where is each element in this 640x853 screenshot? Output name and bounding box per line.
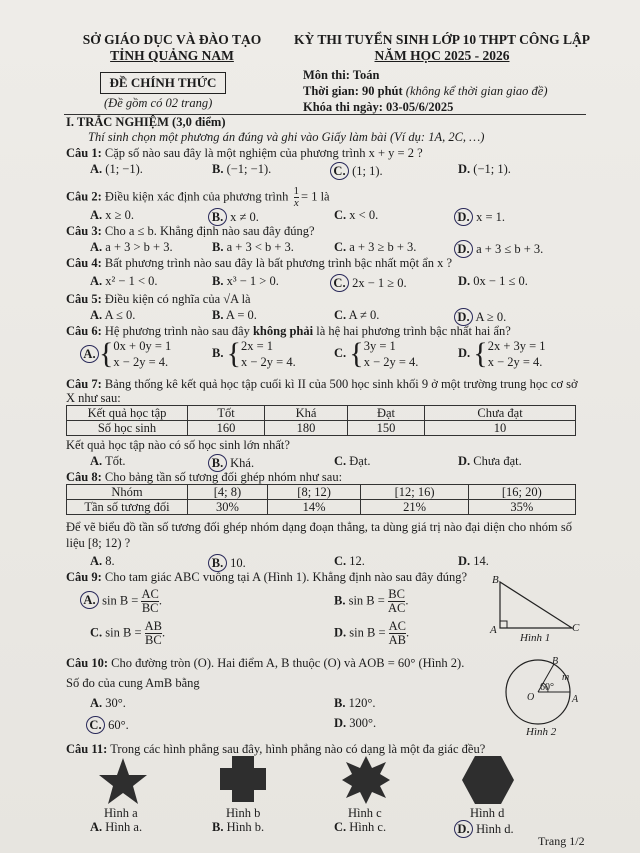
- q2-a-letter: A.: [90, 208, 103, 222]
- q8-cell-1: 30%: [188, 500, 268, 515]
- question-1: [66, 146, 423, 162]
- q6-b-line2: x − 2y = 4: [241, 355, 293, 369]
- q8-head-2: [8; 12): [267, 485, 361, 500]
- q8-question: Để vẽ biểu đồ tần số tương đối ghép nhóm dạng đoạn thẳng, ta dùng giá trị nào đại diện cho nhóm số: [66, 520, 572, 534]
- q10-b-letter: B.: [334, 696, 346, 710]
- q11-option-b: Hình b.: [226, 820, 265, 834]
- q6-text-pre: Hệ phương trình nào sau đây: [104, 324, 250, 338]
- q5-d-letter-circled: D.: [454, 308, 473, 326]
- q5-b-letter: B.: [212, 308, 224, 322]
- q1-label: Câu 1:: [66, 146, 102, 160]
- q6-text-bold: không phải: [252, 324, 314, 338]
- shape-label-a: Hình a: [104, 806, 138, 820]
- q9-d-num: AC: [388, 619, 407, 633]
- q9-option-c: C. sin B = $\frac{AB}{BC}$ .: [90, 619, 166, 647]
- q7-head-1: Tốt: [188, 406, 265, 421]
- q11-d-letter-circled: D.: [454, 820, 473, 838]
- q9-b-den: AC: [387, 601, 406, 615]
- q9-option-a: A. sin B = $\frac{AC}{BC}$ .: [84, 588, 162, 615]
- q4-c-letter-circled: C.: [330, 274, 349, 292]
- pages-note: (Đề gồm có 02 trang): [104, 96, 213, 110]
- q2-eq: = 1: [301, 189, 318, 204]
- q7-question: Kết quả học tập nào có số học sinh lớn nhất?: [66, 438, 290, 452]
- section-instruction: Thí sinh chọn một phương án đúng và ghi vào Giấy làm bài (Ví dụ: 1A, 2C, …): [88, 130, 485, 144]
- q11-option-d: Hình d.: [476, 822, 514, 836]
- q7-a-letter: A.: [90, 454, 103, 468]
- section-title: I. TRẮC NGHIỆM (3,0 điểm): [66, 115, 226, 129]
- q7-head-2: Khá: [265, 406, 348, 421]
- q8-head-3: [12; 16): [361, 485, 468, 500]
- exam-title-1: KỲ THI TUYỂN SINH LỚP 10 THPT CÔNG LẬP: [293, 32, 591, 47]
- right-angle-mark: [500, 621, 507, 628]
- q11-b-letter: B.: [212, 820, 224, 834]
- q3-text: Cho a ≤ b. Khẳng định nào sau đây đúng?: [104, 224, 315, 238]
- q10-option-b: 120°.: [348, 696, 376, 710]
- q8-c-letter: C.: [334, 554, 347, 568]
- q7-table-row: [67, 421, 576, 436]
- q9-b-letter: B.: [334, 593, 346, 608]
- q8-head-4: [16; 20): [468, 485, 575, 500]
- exam-date: Khóa thi ngày: 03-05/6/2025: [303, 100, 454, 114]
- q11-label: Câu 11:: [66, 742, 108, 756]
- q1-d-letter: D.: [458, 162, 471, 176]
- q9-c-num: AB: [144, 619, 163, 633]
- q4-d-letter: D.: [458, 274, 471, 288]
- q10-option-d: 300°.: [349, 716, 377, 730]
- star-polygon: [99, 758, 147, 804]
- shape-label-c: Hình c: [348, 806, 382, 820]
- official-badge: ĐỀ CHÍNH THỨC: [100, 72, 226, 94]
- q7-table-header: [67, 406, 576, 421]
- q8-cell-4: 35%: [468, 500, 575, 515]
- fig2-angle: 60°: [540, 682, 554, 693]
- q7-d-letter: D.: [458, 454, 471, 468]
- q6-a-line2: x − 2y = 4: [113, 355, 166, 369]
- subject: Môn thi: Toán: [303, 68, 380, 82]
- q8-b-letter-circled: B.: [208, 554, 227, 572]
- q9-c-sinb: sin B =: [105, 625, 142, 640]
- shape-cross: [218, 754, 268, 804]
- fig2-label-m: m: [562, 672, 570, 683]
- q6-d-line2: x − 2y = 4: [487, 355, 540, 369]
- figure-2-circle: [494, 656, 584, 728]
- q3-option-b: a + 3 < b + 3.: [226, 240, 294, 254]
- q9-b-num: BC: [388, 587, 405, 601]
- fig1-label-a: A: [490, 624, 497, 636]
- q9-option-b: B. sin B = $\frac{BC}{AC}$ .: [334, 587, 409, 615]
- q10-text2: Số đo của cung AmB bằng: [66, 676, 200, 690]
- eight-star-polygon: [342, 756, 390, 804]
- q5-text: Điều kiện có nghĩa của √A là: [104, 292, 251, 306]
- q7-text2: X như sau:: [66, 391, 121, 405]
- q3-d-letter-circled: D.: [454, 240, 473, 258]
- q2-b-letter-circled: B.: [208, 208, 227, 226]
- q4-option-b: x³ − 1 > 0.: [226, 274, 279, 288]
- q2-fraction: $\frac{1}{x}$: [293, 185, 300, 209]
- q2-option-b: x ≠ 0.: [230, 210, 259, 224]
- fig2-caption: Hình 2: [526, 726, 557, 738]
- page-number: Trang 1/2: [538, 834, 585, 848]
- q5-option-b: A = 0.: [225, 308, 257, 322]
- q1-option-d: (−1; 1).: [473, 162, 511, 176]
- fig2-label-a: A: [572, 694, 579, 705]
- q8-head-1: [4; 8): [188, 485, 268, 500]
- q6-c-line1: 3y = 1: [363, 339, 396, 353]
- q1-option-b: (−1; −1).: [226, 162, 272, 176]
- q5-label: Câu 5:: [66, 292, 102, 306]
- q2-label: Câu 2:: [66, 189, 102, 204]
- q8-cell-3: 21%: [361, 500, 468, 515]
- hexagon-polygon: [462, 756, 514, 804]
- q8-head-0: Nhóm: [67, 485, 188, 500]
- q6-label: Câu 6:: [66, 324, 102, 338]
- q1-option-a: (1; −1).: [105, 162, 143, 176]
- q3-option-a: a + 3 > b + 3.: [105, 240, 173, 254]
- shape-hexagon: [460, 754, 516, 806]
- q9-a-letter-circled: A.: [80, 591, 99, 609]
- q8-cell-0: Tần số tương đối: [67, 500, 188, 515]
- q5-c-letter: C.: [334, 308, 347, 322]
- q2-option-d: x = 1.: [476, 210, 506, 224]
- fig2-label-b: B: [552, 656, 559, 667]
- q3-c-letter: C.: [334, 240, 347, 254]
- q4-option-d: 0x − 1 ≤ 0.: [473, 274, 528, 288]
- exam-title-2: NĂM HỌC 2025 - 2026: [374, 48, 510, 63]
- q7-option-c: Đạt.: [349, 454, 371, 468]
- q10-a-letter: A.: [90, 696, 103, 710]
- q7-text: Bảng thống kê kết quả học tập cuối kì II của 500 học sinh khối 9 ở một trường trung học cơ sở: [104, 377, 578, 391]
- q6-option-a: A. {0x + 0y = 1 x − 2y = 4.: [84, 338, 171, 370]
- q8-text: Cho bảng tần số tương đối ghép nhóm như sau:: [104, 470, 343, 484]
- q8-question2: liệu [8; 12) ?: [66, 536, 131, 550]
- q7-head-0: Kết quả học tập: [67, 406, 188, 421]
- q8-cell-2: 14%: [267, 500, 361, 515]
- q2-c-letter: C.: [334, 208, 347, 222]
- q11-text: Trong các hình phẳng sau đây, hình phẳng nào có dạng là một đa giác đều?: [110, 742, 486, 756]
- q8-table-header: [67, 485, 576, 500]
- exam-time: Thời gian: 90 phút: [303, 84, 403, 98]
- q2-d-letter-circled: D.: [454, 208, 473, 226]
- q8-a-letter: A.: [90, 554, 103, 568]
- q9-d-sinb: sin B =: [349, 625, 386, 640]
- question-2: [66, 186, 330, 209]
- q5-option-c: A ≠ 0.: [348, 308, 380, 322]
- q9-text: Cho tam giác ABC vuông tại A (Hình 1). Khẳng định nào sau đây đúng?: [104, 570, 468, 584]
- q10-c-letter-circled: C.: [86, 716, 105, 734]
- q3-b-letter: B.: [212, 240, 224, 254]
- q5-option-d: A ≥ 0.: [475, 310, 507, 324]
- q8-option-d: 14.: [473, 554, 489, 568]
- q11-option-c: Hình c.: [349, 820, 387, 834]
- fig1-caption: Hình 1: [520, 632, 551, 644]
- fig2-label-o: O: [527, 692, 535, 703]
- q1-option-c: (1; 1).: [352, 164, 383, 178]
- dept-name-2: TỈNH QUẢNG NAM: [110, 48, 234, 63]
- q8-option-a: 8.: [105, 554, 115, 568]
- q6-option-b: B. {2x = 1 x − 2y = 4.: [212, 337, 296, 370]
- q6-text-post: là hệ hai phương trình bậc nhất hai ẩn?: [316, 324, 511, 338]
- q7-cell-2: 180: [265, 421, 348, 436]
- q7-label: Câu 7:: [66, 377, 102, 391]
- q6-d-line1: 2x + 3y = 1: [487, 339, 546, 353]
- q10-label: Câu 10:: [66, 656, 109, 670]
- q1-c-letter-circled: C.: [330, 162, 349, 180]
- q10-option-c: 60°.: [108, 718, 129, 732]
- q11-c-letter: C.: [334, 820, 347, 834]
- q1-text: Cặp số nào sau đây là một nghiệm của phương trình x + y = 2 ?: [104, 146, 423, 160]
- q7-cell-4: 10: [425, 421, 576, 436]
- q7-cell-3: 150: [347, 421, 424, 436]
- q6-a-letter-circled: A.: [80, 345, 99, 363]
- q6-c-letter: C.: [334, 346, 347, 361]
- cross-polygon: [220, 756, 266, 802]
- q9-a-sinb: sin B =: [102, 593, 139, 608]
- q5-a-letter: A.: [90, 308, 103, 322]
- shape-label-b: Hình b: [226, 806, 261, 820]
- q8-table-row: [67, 500, 576, 515]
- q1-a-letter: A.: [90, 162, 103, 176]
- q3-label: Câu 3:: [66, 224, 102, 238]
- q7-option-d: Chưa đạt.: [473, 454, 522, 468]
- shape-star: [96, 756, 150, 806]
- q8-option-b: 10.: [230, 556, 246, 570]
- q4-label: Câu 4:: [66, 256, 102, 270]
- q4-text: Bất phương trình nào sau đây là bất phương trình bậc nhất một ẩn x ?: [104, 256, 453, 270]
- q6-c-line2: x − 2y = 4: [363, 355, 416, 369]
- q2-text: Điều kiện xác định của phương trình: [104, 189, 289, 204]
- dept-name-1: SỞ GIÁO DỤC VÀ ĐÀO TẠO: [82, 32, 262, 47]
- q4-b-letter: B.: [212, 274, 224, 288]
- q9-a-num: AC: [141, 587, 159, 601]
- q9-a-den: BC: [141, 601, 159, 615]
- shape-eight-point-star: [340, 754, 392, 806]
- q7-head-4: Chưa đạt: [425, 406, 576, 421]
- q2-tail: là: [320, 189, 330, 204]
- q7-cell-0: Số học sinh: [67, 421, 188, 436]
- q6-option-c: C. {3y = 1 x − 2y = 4.: [334, 337, 419, 370]
- q3-a-letter: A.: [90, 240, 103, 254]
- q9-d-letter: D.: [334, 625, 347, 640]
- q2-option-c: x < 0.: [349, 208, 379, 222]
- q7-b-letter-circled: B.: [208, 454, 227, 472]
- fig1-label-b: B: [492, 574, 499, 586]
- q10-d-letter: D.: [334, 716, 347, 730]
- q9-d-den: AB: [388, 633, 407, 647]
- q8-label: Câu 8:: [66, 470, 102, 484]
- q9-option-d: D. sin B = $\frac{AC}{AB}$ .: [334, 619, 410, 647]
- exam-time-note: (không kể thời gian giao đề): [405, 84, 548, 98]
- q8-d-letter: D.: [458, 554, 471, 568]
- q7-head-3: Đạt: [347, 406, 424, 421]
- q8-table: [66, 484, 576, 515]
- q7-option-a: Tốt.: [105, 454, 126, 468]
- q3-option-d: a + 3 ≤ b + 3.: [476, 242, 544, 256]
- shape-label-d: Hình d: [470, 806, 505, 820]
- q6-option-d: D. {2x + 3y = 1 x − 2y = 4.: [458, 337, 546, 370]
- q6-b-line1: 2x = 1: [241, 339, 274, 353]
- q9-c-den: BC: [144, 633, 162, 647]
- q11-option-a: Hình a.: [105, 820, 143, 834]
- q10-text: Cho đường tròn (O). Hai điểm A, B thuộc (O) và AOB = 60° (Hình 2).: [111, 656, 465, 670]
- q1-b-letter: B.: [212, 162, 224, 176]
- q9-b-sinb: sin B =: [348, 593, 385, 608]
- q7-option-b: Khá.: [230, 456, 255, 470]
- q9-c-letter: C.: [90, 625, 103, 640]
- q4-option-a: x² − 1 < 0.: [105, 274, 158, 288]
- q8-option-c: 12.: [349, 554, 365, 568]
- q3-option-c: a + 3 ≥ b + 3.: [349, 240, 417, 254]
- q7-cell-1: 160: [188, 421, 265, 436]
- q4-option-c: 2x − 1 ≥ 0.: [352, 276, 407, 290]
- q7-table: [66, 405, 576, 436]
- q6-a-line1: 0x + 0y = 1: [113, 339, 172, 353]
- q9-label: Câu 9:: [66, 570, 102, 584]
- q4-a-letter: A.: [90, 274, 103, 288]
- triangle-shape: [500, 582, 572, 628]
- q10-option-a: 30°.: [105, 696, 126, 710]
- q7-c-letter: C.: [334, 454, 347, 468]
- q5-option-a: A ≤ 0.: [104, 308, 136, 322]
- q11-a-letter: A.: [90, 820, 103, 834]
- q2-option-a: x ≥ 0.: [105, 208, 135, 222]
- q6-d-letter: D.: [458, 346, 471, 361]
- fig1-label-c: C: [572, 622, 580, 634]
- q6-b-letter: B.: [212, 346, 224, 361]
